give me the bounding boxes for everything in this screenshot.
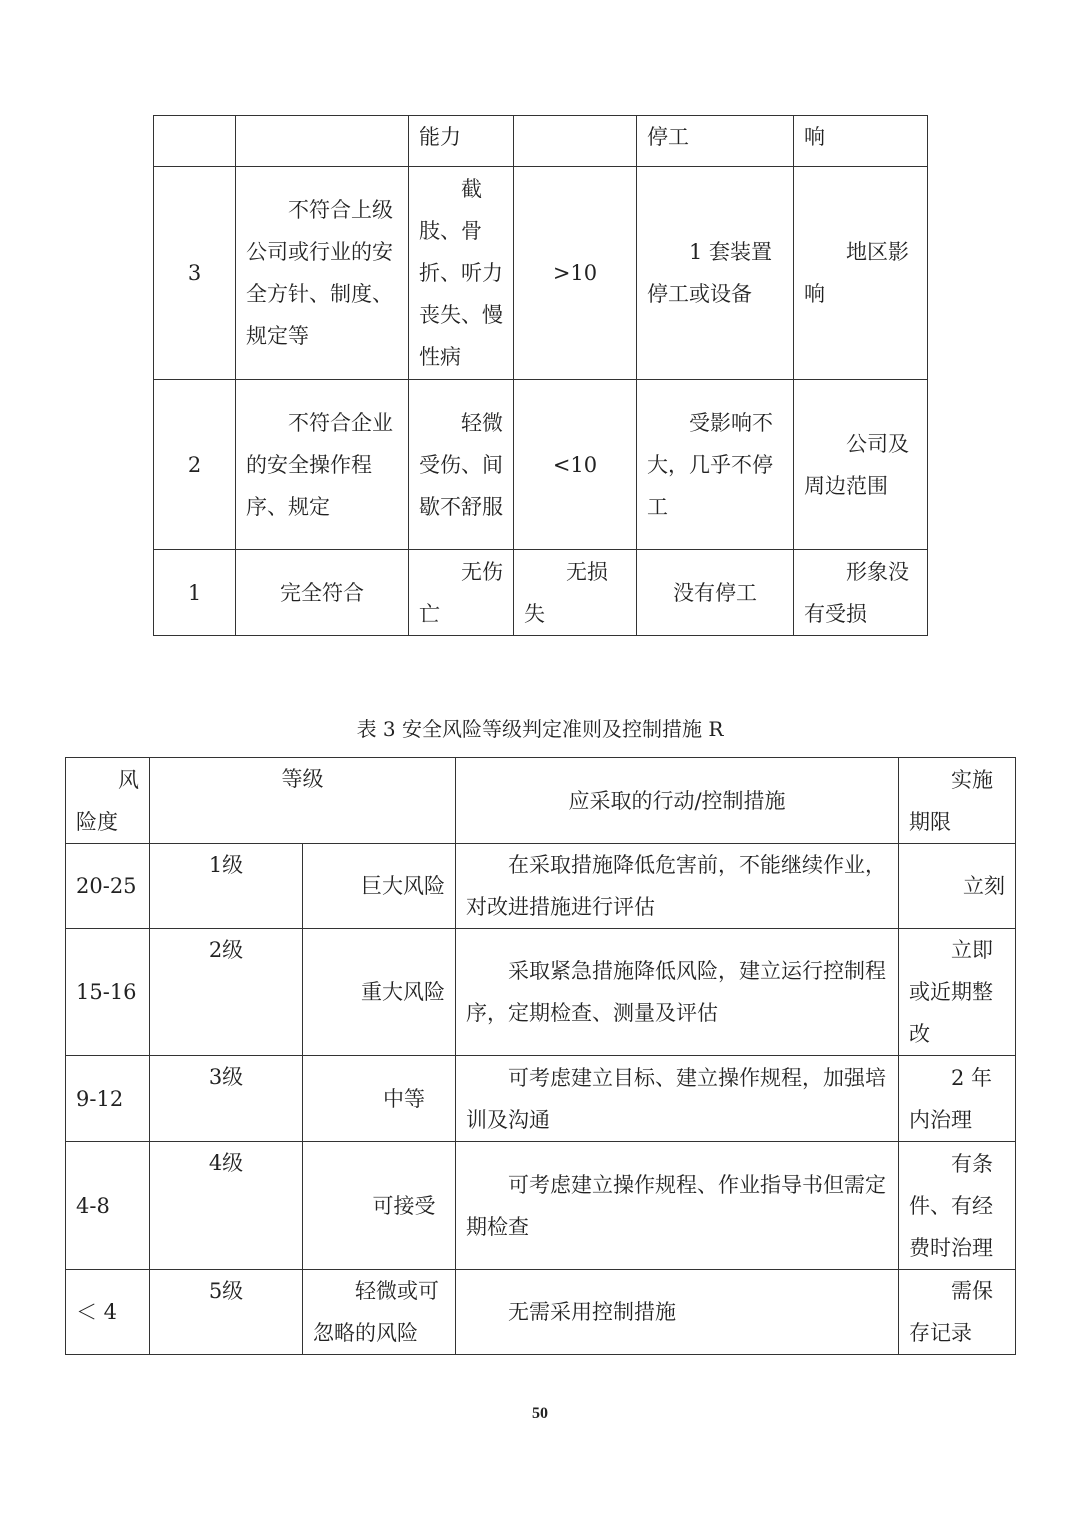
level-cell: 4级: [150, 1142, 303, 1270]
risk-cell: ＜ 4: [66, 1270, 150, 1355]
table-cell: 受影响不大，几乎不停工: [637, 380, 794, 550]
table-cell: 停工: [637, 116, 794, 167]
table-row: [66, 844, 1016, 929]
action-cell: 采取紧急措施降低风险，建立运行控制程序，定期检查、测量及评估: [456, 929, 899, 1056]
action-cell: 可考虑建立目标、建立操作规程，加强培训及沟通: [456, 1056, 899, 1142]
table-row: [66, 1056, 1016, 1142]
header-level: 等级: [150, 758, 456, 844]
action-cell: 在采取措施降低危害前，不能继续作业，对改进措施进行评估: [456, 844, 899, 929]
table-cell: 地区影响: [794, 167, 928, 380]
risk-cell: 4-8: [66, 1142, 150, 1270]
table-cell: 形象没有受损: [794, 550, 928, 636]
table-row: [66, 1270, 1016, 1355]
table-cell: 不符合上级公司或行业的安全方针、制度、规定等: [236, 167, 409, 380]
level-name-cell: 巨大风险: [303, 844, 456, 929]
table-cell: 响: [794, 116, 928, 167]
table-row: [154, 550, 928, 636]
table-cell: 完全符合: [236, 550, 409, 636]
risk-cell: 20-25: [66, 844, 150, 929]
table-row: [154, 380, 928, 550]
table-cell: [154, 116, 236, 167]
table-cell: <10: [514, 380, 637, 550]
level-cell: 2级: [150, 929, 303, 1056]
level-name-cell: 重大风险: [303, 929, 456, 1056]
table-row: [66, 1142, 1016, 1270]
table-row: [66, 929, 1016, 1056]
table-cell: 能力: [409, 116, 514, 167]
table-cell: 1: [154, 550, 236, 636]
page-number: 50: [532, 1405, 548, 1422]
table-cell: 1 套装置停工或设备: [637, 167, 794, 380]
level-cell: 3级: [150, 1056, 303, 1142]
table-row: [154, 116, 928, 167]
risk-cell: 15-16: [66, 929, 150, 1056]
table-cell: 2: [154, 380, 236, 550]
deadline-cell: 立刻: [899, 844, 1016, 929]
header-action: 应采取的行动/控制措施: [456, 758, 899, 844]
table-cell: 公司及周边范围: [794, 380, 928, 550]
table-cell: 轻微受伤、间歇不舒服: [409, 380, 514, 550]
action-cell: 可考虑建立操作规程、作业指导书但需定期检查: [456, 1142, 899, 1270]
table-row: [154, 167, 928, 380]
table-cell: 不符合企业的安全操作程序、规定: [236, 380, 409, 550]
header-risk: 风险度: [66, 758, 150, 844]
risk-cell: 9-12: [66, 1056, 150, 1142]
deadline-cell: 2 年内治理: [899, 1056, 1016, 1142]
level-cell: 5级: [150, 1270, 303, 1355]
level-cell: 1级: [150, 844, 303, 929]
level-name-cell: 中等: [303, 1056, 456, 1142]
table-cell: 3: [154, 167, 236, 380]
table-cell: [236, 116, 409, 167]
table-cell: [514, 116, 637, 167]
table-header-row: [66, 758, 1016, 844]
table-caption: 表 3 安全风险等级判定准则及控制措施 R: [356, 717, 724, 741]
deadline-cell: 需保存记录: [899, 1270, 1016, 1355]
deadline-cell: 立即或近期整改: [899, 929, 1016, 1056]
header-deadline: 实施期限: [899, 758, 1016, 844]
deadline-cell: 有条件、有经费时治理: [899, 1142, 1016, 1270]
table-cell: 无伤亡: [409, 550, 514, 636]
risk-consequence-table: [153, 115, 928, 636]
action-cell: 无需采用控制措施: [456, 1270, 899, 1355]
table-cell: 截肢、骨折、听力丧失、慢性病: [409, 167, 514, 380]
level-name-cell: 轻微或可忽略的风险: [303, 1270, 456, 1355]
table-cell: 无损失: [514, 550, 637, 636]
risk-level-table: [65, 757, 1016, 1355]
table-cell: 没有停工: [637, 550, 794, 636]
table-cell: >10: [514, 167, 637, 380]
level-name-cell: 可接受: [303, 1142, 456, 1270]
